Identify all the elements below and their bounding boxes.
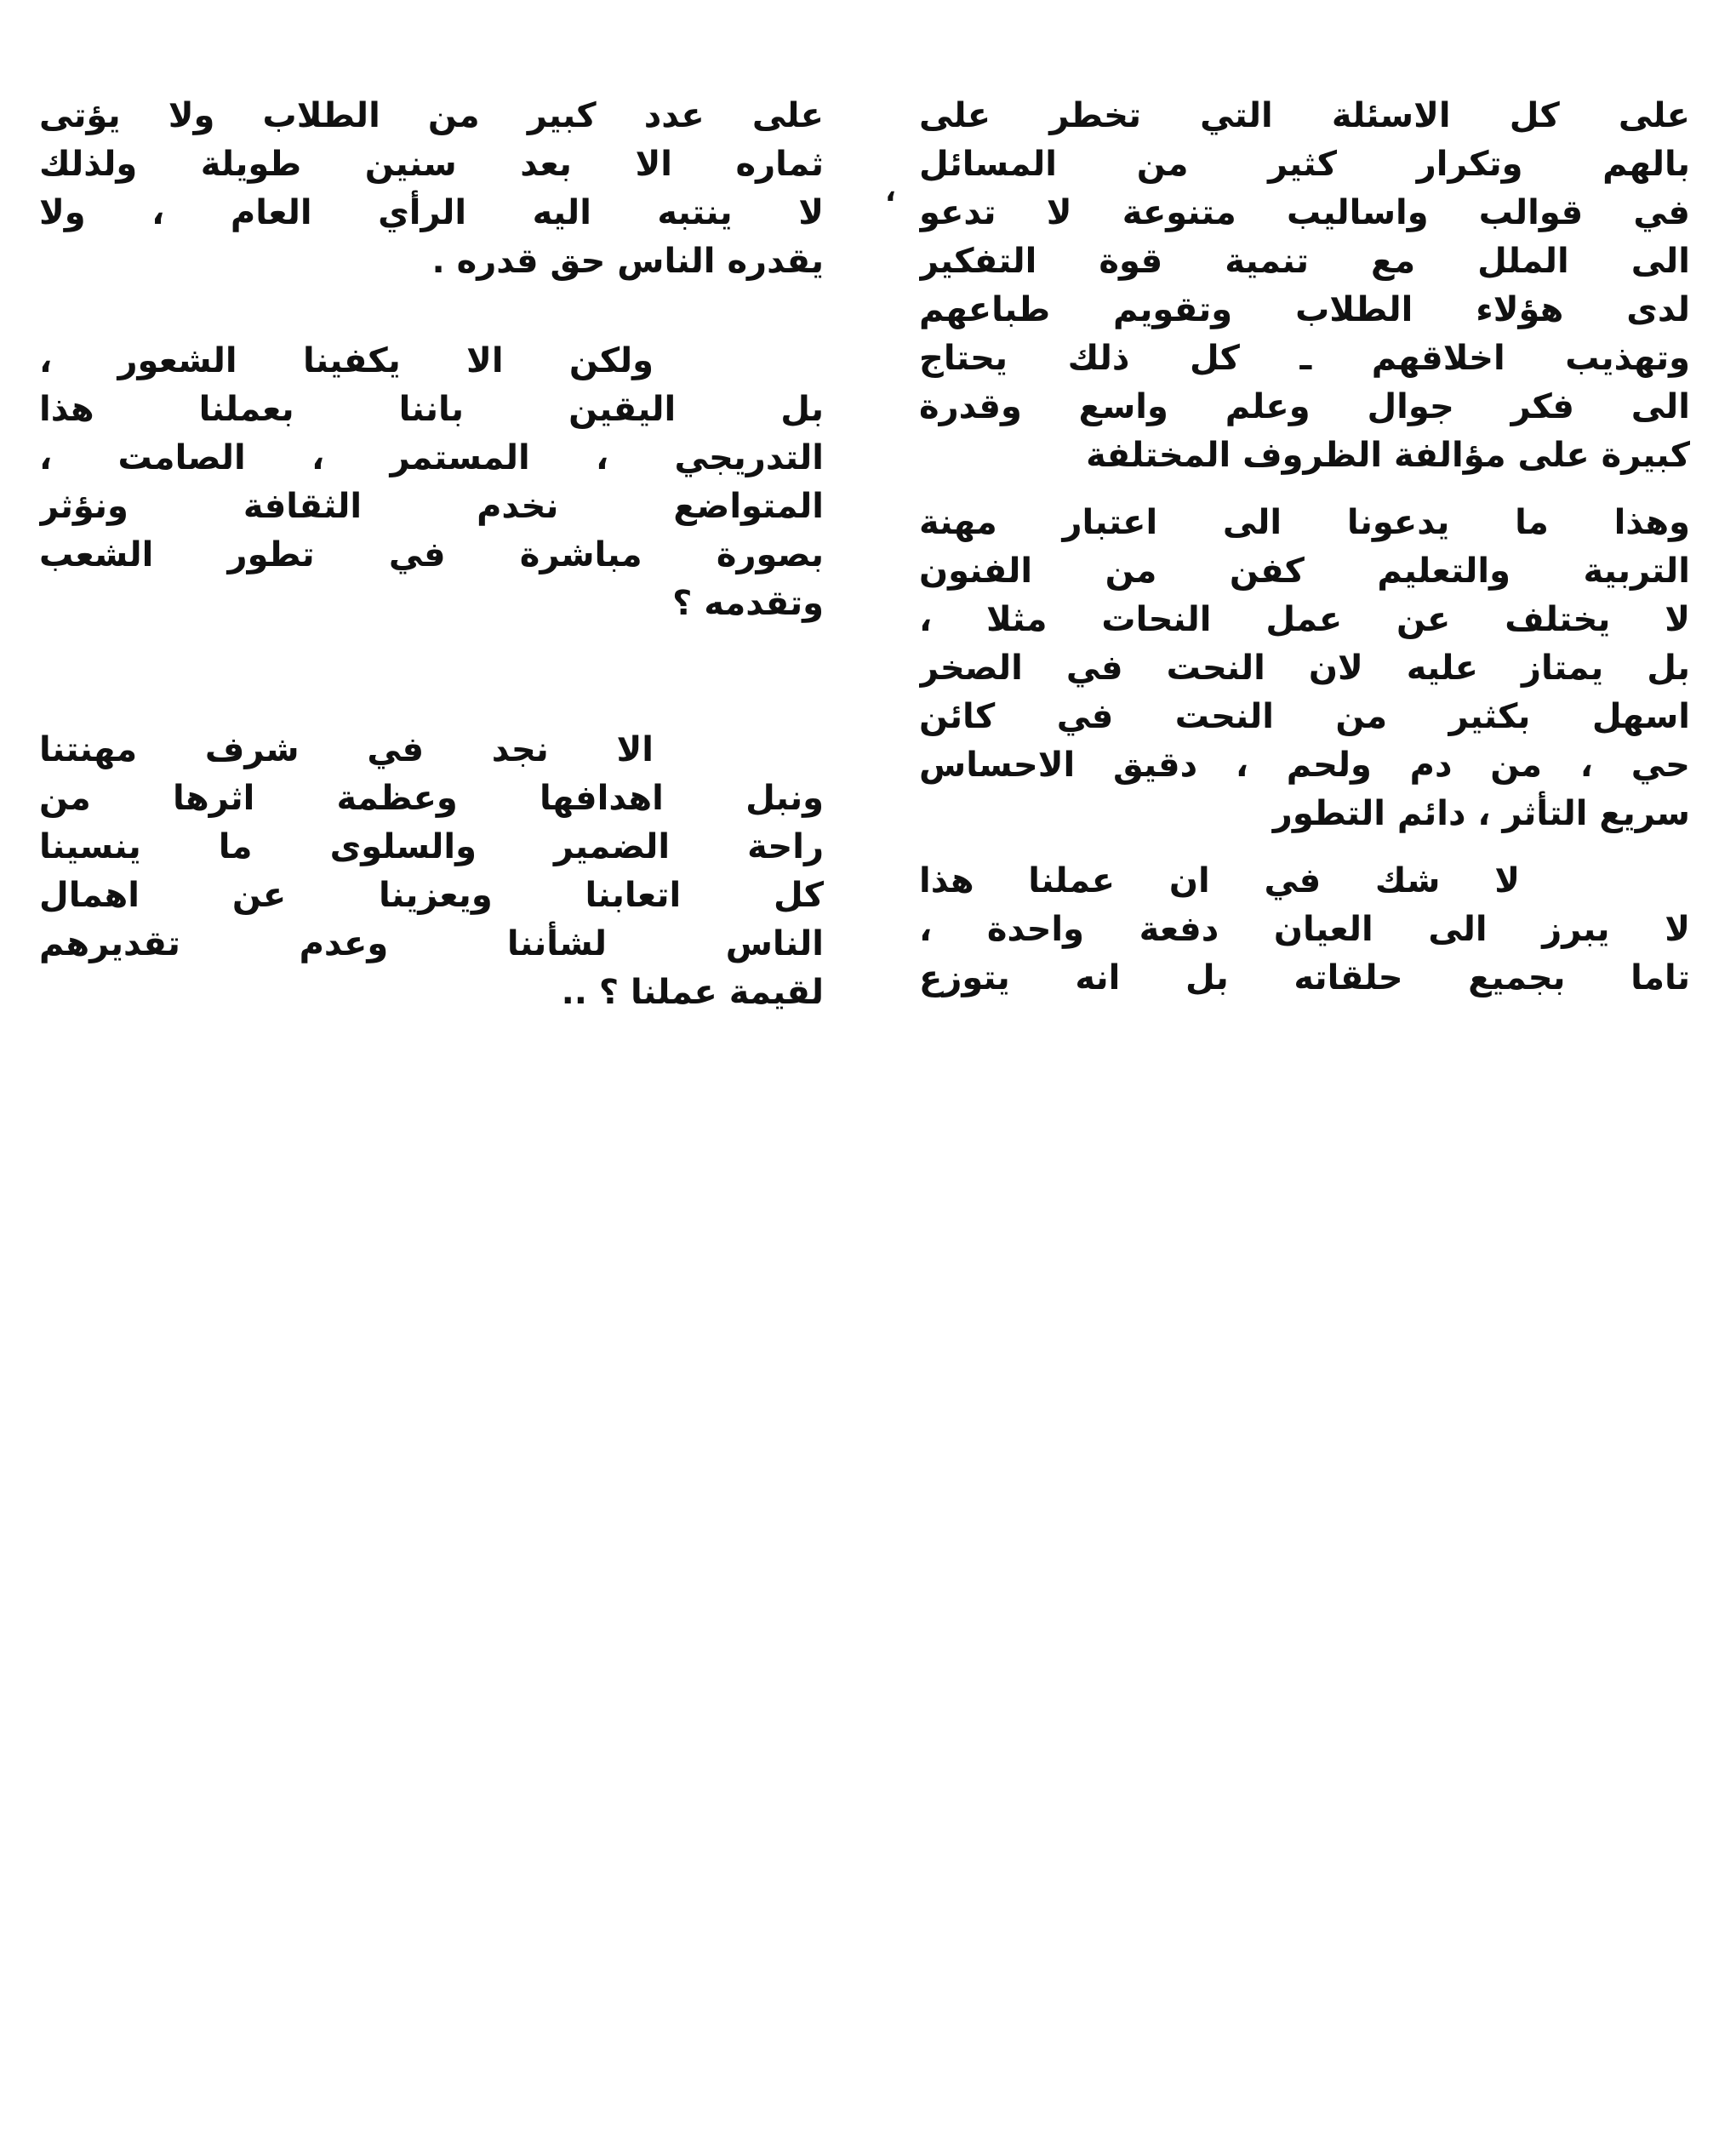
left-paragraph-3 bbox=[39, 726, 824, 1017]
text-line: لا شك في ان عملنا هذا bbox=[919, 861, 1520, 900]
text-line: في قوالب واساليب متنوعة لا تدعو bbox=[919, 193, 1690, 232]
text-line: الناس لشأننا وعدم تقديرهم bbox=[39, 924, 824, 963]
text-line: بالهم وتكرار كثير من المسائل bbox=[919, 145, 1690, 184]
text-line: الا نجد في شرف مهنتنا bbox=[39, 730, 654, 769]
text-line: التربية والتعليم كفن من الفنون bbox=[919, 552, 1690, 591]
text-line: وتهذيب اخلاقهم ـ كل ذلك يحتاج bbox=[919, 339, 1690, 378]
text-line: بل اليقين باننا بعملنا هذا bbox=[39, 390, 824, 429]
paragraph-gap bbox=[919, 480, 1690, 499]
text-line: حي ، من دم ولحم ، دقيق الاحساس bbox=[919, 746, 1690, 785]
left-paragraph-2 bbox=[39, 337, 824, 628]
text-line: كل اتعابنا ويعزينا عن اهمال bbox=[39, 876, 824, 915]
text-line: ونبل اهدافها وعظمة اثرها من bbox=[39, 779, 824, 818]
right-paragraph-3 bbox=[919, 857, 1690, 1003]
text-line: على عدد كبير من الطلاب ولا يؤتى bbox=[39, 96, 824, 135]
text-line: المتواضع نخدم الثقافة ونؤثر bbox=[39, 487, 824, 526]
text-line: وتقدمه ؟ bbox=[672, 584, 824, 623]
text-line: لا يبرز الى العيان دفعة واحدة ، bbox=[919, 910, 1690, 949]
text-line: لا ينتبه اليه الرأي العام ، ولا bbox=[39, 193, 824, 232]
paragraph-gap bbox=[39, 286, 824, 337]
paragraph-gap bbox=[919, 838, 1690, 857]
text-line: بل يمتاز عليه لان النحت في الصخر bbox=[919, 649, 1690, 688]
text-line: يقدره الناس حق قدره . bbox=[431, 242, 824, 281]
stray-comma-mark: ، bbox=[885, 174, 896, 209]
text-line: وهذا ما يدعونا الى اعتبار مهنة bbox=[919, 503, 1690, 542]
text-line: كبيرة على مؤالفة الظروف المختلفة bbox=[1086, 436, 1690, 475]
text-line: ولكن الا يكفينا الشعور ، bbox=[39, 341, 654, 380]
text-line: اسهل بكثير من النحت في كائن bbox=[919, 697, 1690, 736]
right-paragraph-2 bbox=[919, 499, 1690, 838]
text-line: لا يختلف عن عمل النحات مثلا ، bbox=[919, 600, 1690, 639]
text-line: لقيمة عملنا ؟ .. bbox=[561, 973, 824, 1012]
text-line: تاما بجميع حلقاته بل انه يتوزع bbox=[919, 958, 1690, 998]
text-line: راحة الضمير والسلوى ما ينسينا bbox=[39, 827, 824, 866]
text-line: لدى هؤلاء الطلاب وتقويم طباعهم bbox=[919, 290, 1690, 329]
text-line: على كل الاسئلة التي تخطر على bbox=[919, 96, 1690, 135]
right-paragraph-1 bbox=[919, 92, 1690, 480]
text-line: التدريجي ، المستمر ، الصامت ، bbox=[39, 438, 824, 477]
left-text-column bbox=[39, 92, 824, 1017]
paragraph-gap bbox=[39, 628, 824, 726]
text-line: بصورة مباشرة في تطور الشعب bbox=[39, 535, 824, 575]
text-line: الى فكر جوال وعلم واسع وقدرة bbox=[919, 387, 1690, 426]
text-line: ثماره الا بعد سنين طويلة ولذلك bbox=[39, 145, 824, 184]
right-text-column bbox=[919, 92, 1690, 1003]
text-line: سريع التأثر ، دائم التطور bbox=[1272, 794, 1690, 833]
text-line: الى الملل مع تنمية قوة التفكير bbox=[919, 242, 1690, 281]
left-paragraph-1 bbox=[39, 92, 824, 286]
